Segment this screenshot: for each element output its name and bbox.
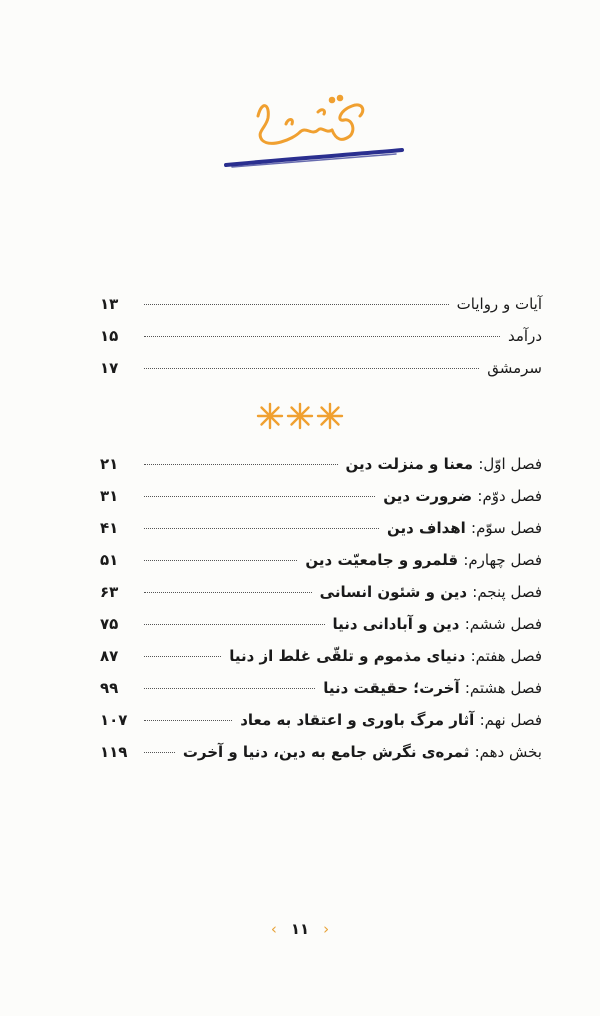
- chapter-title: دنیای مذموم و تلقّی غلط از دنیا: [229, 647, 466, 665]
- chapter-label: فصل اوّل:: [478, 455, 542, 473]
- entry-page-number: ۶۳: [100, 583, 119, 601]
- chapter-label: بخش دهم:: [474, 743, 542, 761]
- title-underline: [226, 150, 402, 165]
- dot-leader: [144, 752, 175, 753]
- toc-entry[interactable]: [100, 352, 542, 384]
- title-logo: [258, 96, 363, 143]
- dot-leader: [144, 720, 232, 721]
- entry-page-number: ۱۱۹: [100, 743, 128, 761]
- dot-leader: [144, 368, 479, 369]
- entry-page-number: ۸۷: [100, 647, 119, 665]
- toc-entry[interactable]: [100, 320, 542, 352]
- dot-leader: [144, 496, 375, 497]
- toc-entry[interactable]: [100, 704, 542, 736]
- page-number: ۱۱: [290, 920, 310, 938]
- chapter-title: معنا و منزلت دین: [345, 455, 474, 473]
- toc-entry[interactable]: [100, 736, 542, 768]
- toc-entry[interactable]: [100, 544, 542, 576]
- entry-page-number: ۱۰۷: [100, 711, 128, 729]
- toc-entry[interactable]: [100, 288, 542, 320]
- entry-page-number: ۲۱: [100, 455, 119, 473]
- dot-leader: [144, 560, 297, 561]
- chapter-label: فصل سوّم:: [471, 519, 542, 537]
- dot-leader: [144, 464, 338, 465]
- page-footer: [0, 914, 600, 944]
- chapter-title: دین و شئون انسانی: [319, 583, 468, 601]
- toc-entry[interactable]: [100, 576, 542, 608]
- entry-title: درآمد: [508, 327, 542, 345]
- asterisk-icon: [288, 404, 312, 428]
- chapter-title: اهداف دین: [386, 519, 466, 537]
- chapter-title: قلمرو و جامعیّت دین: [305, 551, 459, 569]
- entry-page-number: ۱۵: [100, 327, 119, 345]
- toc-chapters-list: [100, 448, 542, 768]
- entry-page-number: ۳۱: [100, 487, 119, 505]
- dot-leader: [144, 656, 221, 657]
- chapter-label: فصل هفتم:: [470, 647, 542, 665]
- toc-entry[interactable]: [100, 512, 542, 544]
- toc-header: [0, 70, 600, 190]
- entry-title: سرمشق: [487, 359, 542, 377]
- entry-page-number: ۹۹: [100, 679, 119, 697]
- toc-entry[interactable]: [100, 480, 542, 512]
- chapter-label: فصل دوّم:: [477, 487, 542, 505]
- entry-page-number: ۵۱: [100, 551, 119, 569]
- dot-leader: [144, 336, 500, 337]
- entry-page-number: ۱۳: [100, 295, 119, 313]
- toc-entry[interactable]: [100, 672, 542, 704]
- chapter-label: فصل چهارم:: [463, 551, 542, 569]
- entry-page-number: ۱۷: [100, 359, 119, 377]
- dot-leader: [144, 624, 325, 625]
- chapter-title: ثمره‌ی نگرش جامع به دین، دنیا و آخرت: [182, 743, 470, 761]
- entry-page-number: ۴۱: [100, 519, 119, 537]
- toc-entry[interactable]: [100, 448, 542, 480]
- toc-entry[interactable]: [100, 608, 542, 640]
- dot-leader: [144, 688, 315, 689]
- dot-leader: [144, 304, 449, 305]
- toc-entry[interactable]: [100, 640, 542, 672]
- left-bracket-icon: ‹: [270, 920, 277, 938]
- dot-leader: [144, 528, 379, 529]
- chapter-label: فصل پنجم:: [472, 583, 542, 601]
- entry-page-number: ۷۵: [100, 615, 119, 633]
- chapter-title: آثار مرگ باوری و اعتقاد به معاد: [240, 711, 475, 729]
- chapter-label: فصل نهم:: [479, 711, 542, 729]
- chapter-title: آخرت؛ حقیقت دنیا: [323, 679, 460, 697]
- title-calligraphy: [0, 70, 600, 190]
- right-bracket-icon: ›: [323, 920, 330, 938]
- asterisk-icon: [258, 404, 282, 428]
- entry-title: آیات و روایات: [456, 295, 542, 313]
- chapter-label: فصل ششم:: [464, 615, 542, 633]
- asterisk-icon: [318, 404, 342, 428]
- toc-intro-list: [100, 288, 542, 384]
- chapter-title: ضرورت دین: [383, 487, 473, 505]
- dot-leader: [144, 592, 312, 593]
- chapter-label: فصل هشتم:: [464, 679, 542, 697]
- chapter-title: دین و آبادانی دنیا: [332, 615, 460, 633]
- section-separator: [0, 398, 600, 434]
